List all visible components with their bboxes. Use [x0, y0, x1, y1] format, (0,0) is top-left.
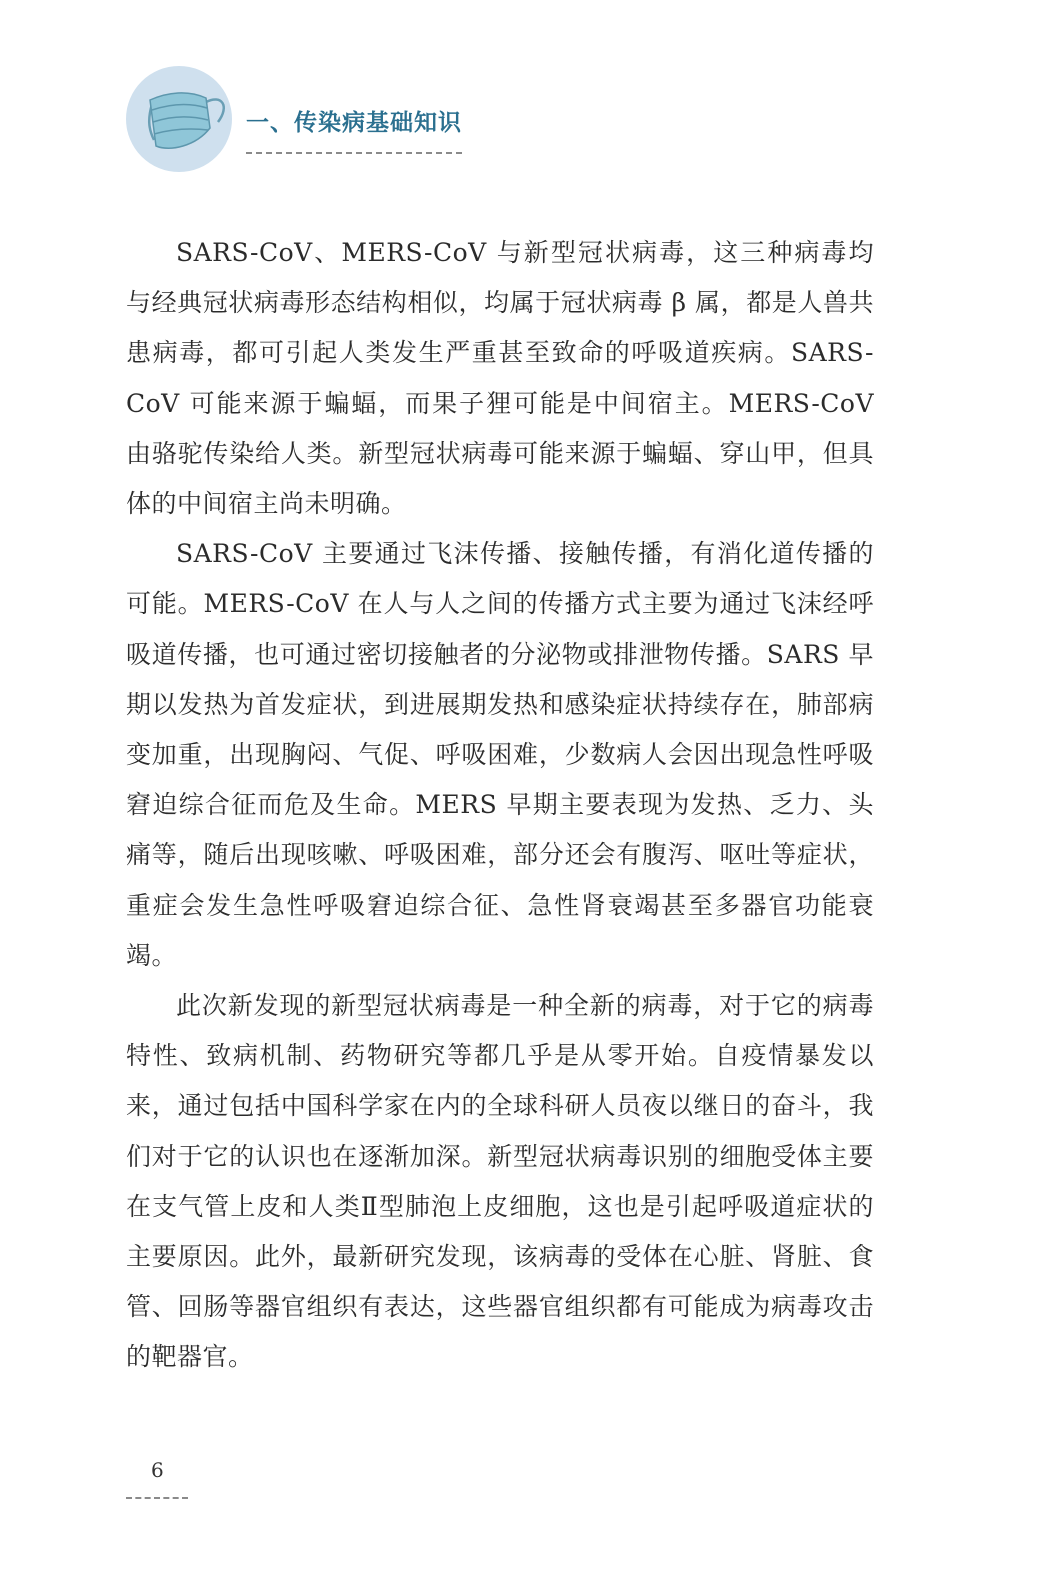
- page-number: 6: [151, 1458, 164, 1482]
- section-title: 一、传染病基础知识: [246, 110, 462, 136]
- body-text: [126, 228, 874, 1383]
- title-divider: [246, 152, 462, 154]
- face-mask-icon: [126, 66, 232, 172]
- paragraph-1: SARS-CoV、MERS-CoV 与新型冠状病毒，这三种病毒均与经典冠状病毒形态结构相似，均属于冠状病毒 β 属，都是人兽共患病毒，都可引起人类发生严重甚至致命的呼吸道疾病。SARS-CoV 可能来源于蝙蝠，而果子狸可能是中间宿主。MERS-CoV 由骆驼传染给人类。新型冠状病毒可能来源于蝙蝠、穿山甲，但具体的中间宿主尚未明确。: [126, 238, 874, 519]
- section-header: [126, 66, 526, 176]
- paragraph-3: 此次新发现的新型冠状病毒是一种全新的病毒，对于它的病毒特性、致病机制、药物研究等都几乎是从零开始。自疫情暴发以来，通过包括中国科学家在内的全球科研人员夜以继日的奋斗，我们对于它的认识也在逐渐加深。新型冠状病毒识别的细胞受体主要在支气管上皮和人类Ⅱ型肺泡上皮细胞，这也是引起呼吸道症状的主要原因。此外，最新研究发现，该病毒的受体在心脏、肾脏、食管、回肠等器官组织有表达，这些器官组织都有可能成为病毒攻击的靶器官。: [126, 991, 874, 1372]
- footer-divider: [126, 1497, 188, 1499]
- paragraph-2: SARS-CoV 主要通过飞沫传播、接触传播，有消化道传播的可能。MERS-CoV 在人与人之间的传播方式主要为通过飞沫经呼吸道传播，也可通过密切接触者的分泌物或排泄物传播。SARS 早期以发热为首发症状，到进展期发热和感染症状持续存在，肺部病变加重，出现胸闷、气促、呼吸困难，少数病人会因出现急性呼吸窘迫综合征而危及生命。MERS 早期主要表现为发热、乏力、头痛等，随后出现咳嗽、呼吸困难，部分还会有腹泻、呕吐等症状，重症会发生急性呼吸窘迫综合征、急性肾衰竭甚至多器官功能衰竭。: [126, 539, 874, 970]
